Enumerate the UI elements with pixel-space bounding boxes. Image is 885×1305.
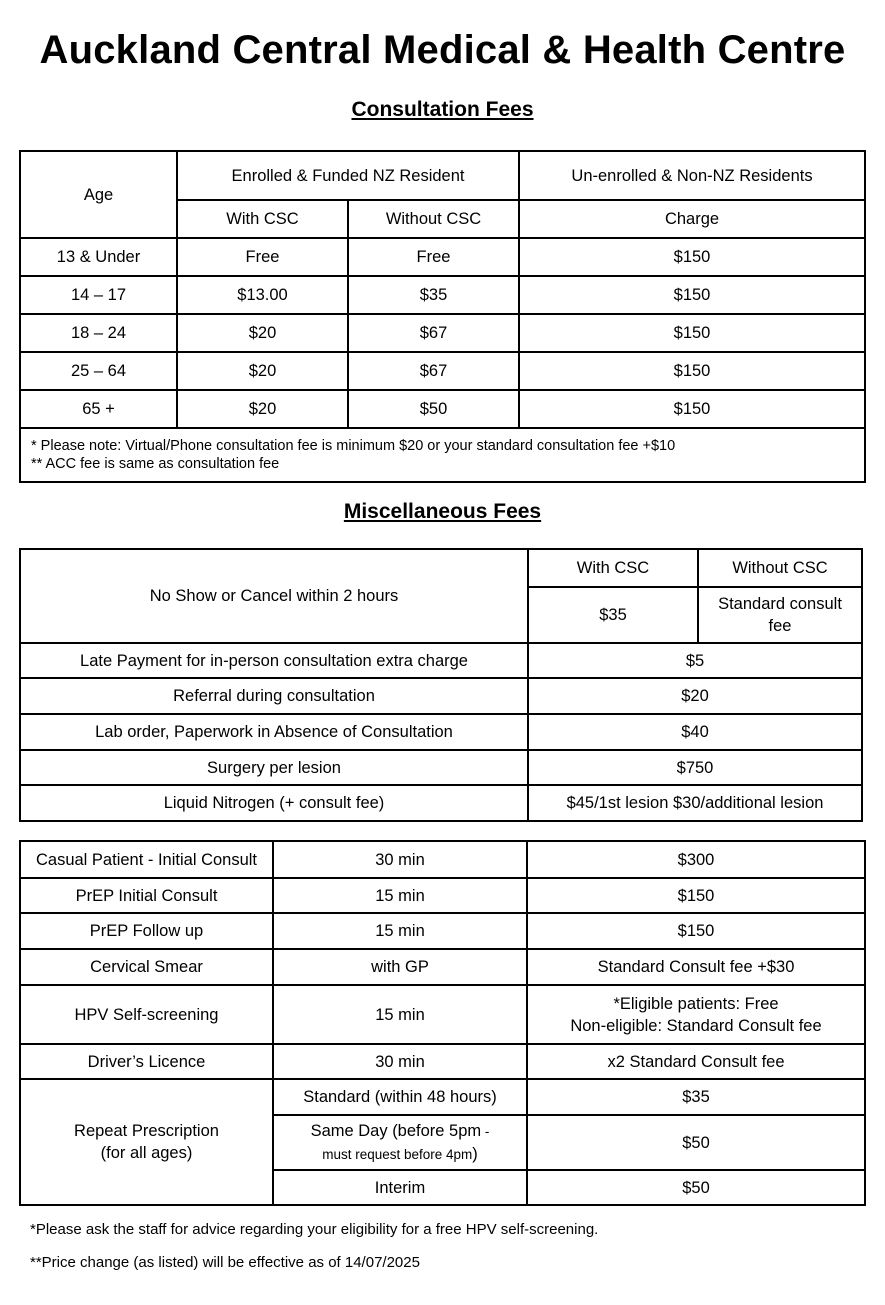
same-day-line1: Same Day (before 5pm [310,1121,482,1140]
table-row [20,878,865,913]
repeat-prescription-label [20,1079,273,1205]
consultation-fees-table [19,150,866,483]
miscellaneous-fees-table [19,548,863,822]
with-csc-cell: $20 [177,390,348,428]
age-header: Age [20,151,177,238]
same-day-close: ) [472,1144,478,1163]
table-row [20,841,865,878]
service-name: HPV Self-screening [20,985,273,1044]
page-title: Auckland Central Medical & Health Centre [39,28,846,72]
service-name: PrEP Initial Consult [20,878,273,913]
table-row [20,913,865,949]
table-row [20,678,862,714]
service-name: Casual Patient - Initial Consult [20,841,273,878]
misc-fee: $45/1st lesion $30/additional lesion [528,785,862,821]
service-fee [527,985,865,1044]
no-show-without-line1: Standard consult [718,595,842,613]
consultation-fees-heading: Consultation Fees [351,98,534,121]
table-row [20,785,862,821]
service-fee: $300 [527,841,865,878]
acc-fee-note: ** ACC fee is same as consultation fee [31,456,280,472]
with-csc-header: With CSC [177,200,348,238]
table-row [20,352,865,390]
service-name: PrEP Follow up [20,913,273,949]
age-cell: 25 – 64 [20,352,177,390]
misc-label: Lab order, Paperwork in Absence of Consultation [20,714,528,750]
repeat-same-day-fee: $50 [527,1115,865,1170]
without-csc-header: Without CSC [698,549,862,587]
charge-cell: $150 [519,352,865,390]
age-cell: 65 + [20,390,177,428]
without-csc-cell: Free [348,238,519,276]
miscellaneous-fees-heading: Miscellaneous Fees [343,500,542,523]
repeat-standard-label: Standard (within 48 hours) [273,1079,527,1115]
with-csc-cell: $20 [177,352,348,390]
with-csc-cell: $20 [177,314,348,352]
without-csc-cell: $50 [348,390,519,428]
virtual-fee-note: * Please note: Virtual/Phone consultation fee is minimum $20 or your standard consultation fee +$10 [31,438,676,454]
same-day-line2: must request before 4pm [322,1146,473,1162]
service-fee: $150 [527,913,865,949]
table-row [20,750,862,785]
table-row [20,985,865,1044]
misc-fee: $750 [528,750,862,785]
enrolled-header: Enrolled & Funded NZ Resident [177,151,519,200]
misc-fee: $40 [528,714,862,750]
table-row [20,1044,865,1079]
age-cell: 18 – 24 [20,314,177,352]
service-duration: 15 min [273,985,527,1044]
service-fee: Standard Consult fee +$30 [527,949,865,985]
without-csc-cell: $35 [348,276,519,314]
same-day-dash: - [481,1123,490,1139]
nonenrolled-header: Un-enrolled & Non-NZ Residents [519,151,865,200]
without-csc-cell: $67 [348,352,519,390]
services-fees-table [19,840,866,1206]
charge-cell: $150 [519,390,865,428]
service-duration: 15 min [273,913,527,949]
table-row [20,1079,865,1115]
charge-cell: $150 [519,314,865,352]
repeat-standard-fee: $35 [527,1079,865,1115]
misc-label: Liquid Nitrogen (+ consult fee) [20,785,528,821]
table-row [20,949,865,985]
table-row [20,643,862,678]
service-duration: 30 min [273,1044,527,1079]
service-duration: with GP [273,949,527,985]
misc-label: Surgery per lesion [20,750,528,785]
table-row [20,276,865,314]
service-duration: 30 min [273,841,527,878]
service-name: Driver’s Licence [20,1044,273,1079]
charge-cell: $150 [519,276,865,314]
misc-fee: $20 [528,678,862,714]
service-duration: 15 min [273,878,527,913]
with-csc-header: With CSC [528,549,698,587]
table-row [20,390,865,428]
with-csc-cell: Free [177,238,348,276]
charge-cell: $150 [519,238,865,276]
hpv-fee-eligible: *Eligible patients: Free [613,994,779,1013]
no-show-without-csc-fee [698,587,862,643]
without-csc-header: Without CSC [348,200,519,238]
table-row [20,714,862,750]
no-show-without-line2: fee [768,617,792,635]
table-row [20,314,865,352]
with-csc-cell: $13.00 [177,276,348,314]
no-show-label: No Show or Cancel within 2 hours [20,549,528,643]
repeat-prescription-line2: (for all ages) [100,1144,193,1162]
age-cell: 13 & Under [20,238,177,276]
misc-label: Late Payment for in-person consultation extra charge [20,643,528,678]
consultation-notes [20,428,865,482]
misc-label: Referral during consultation [20,678,528,714]
service-fee: x2 Standard Consult fee [527,1044,865,1079]
hpv-fee-noneligible: Non-eligible: Standard Consult fee [570,1016,822,1035]
repeat-same-day-label [273,1115,527,1170]
age-cell: 14 – 17 [20,276,177,314]
misc-fee: $5 [528,643,862,678]
hpv-eligibility-footnote: *Please ask the staff for advice regarding your eligibility for a free HPV self-screening. [30,1221,599,1238]
table-row [20,238,865,276]
without-csc-cell: $67 [348,314,519,352]
charge-header: Charge [519,200,865,238]
price-change-footnote: **Price change (as listed) will be effective as of 14/07/2025 [30,1254,420,1271]
repeat-prescription-line1: Repeat Prescription [74,1122,219,1140]
repeat-interim-label: Interim [273,1170,527,1205]
service-fee: $150 [527,878,865,913]
no-show-with-csc-fee: $35 [528,587,698,643]
repeat-interim-fee: $50 [527,1170,865,1205]
service-name: Cervical Smear [20,949,273,985]
